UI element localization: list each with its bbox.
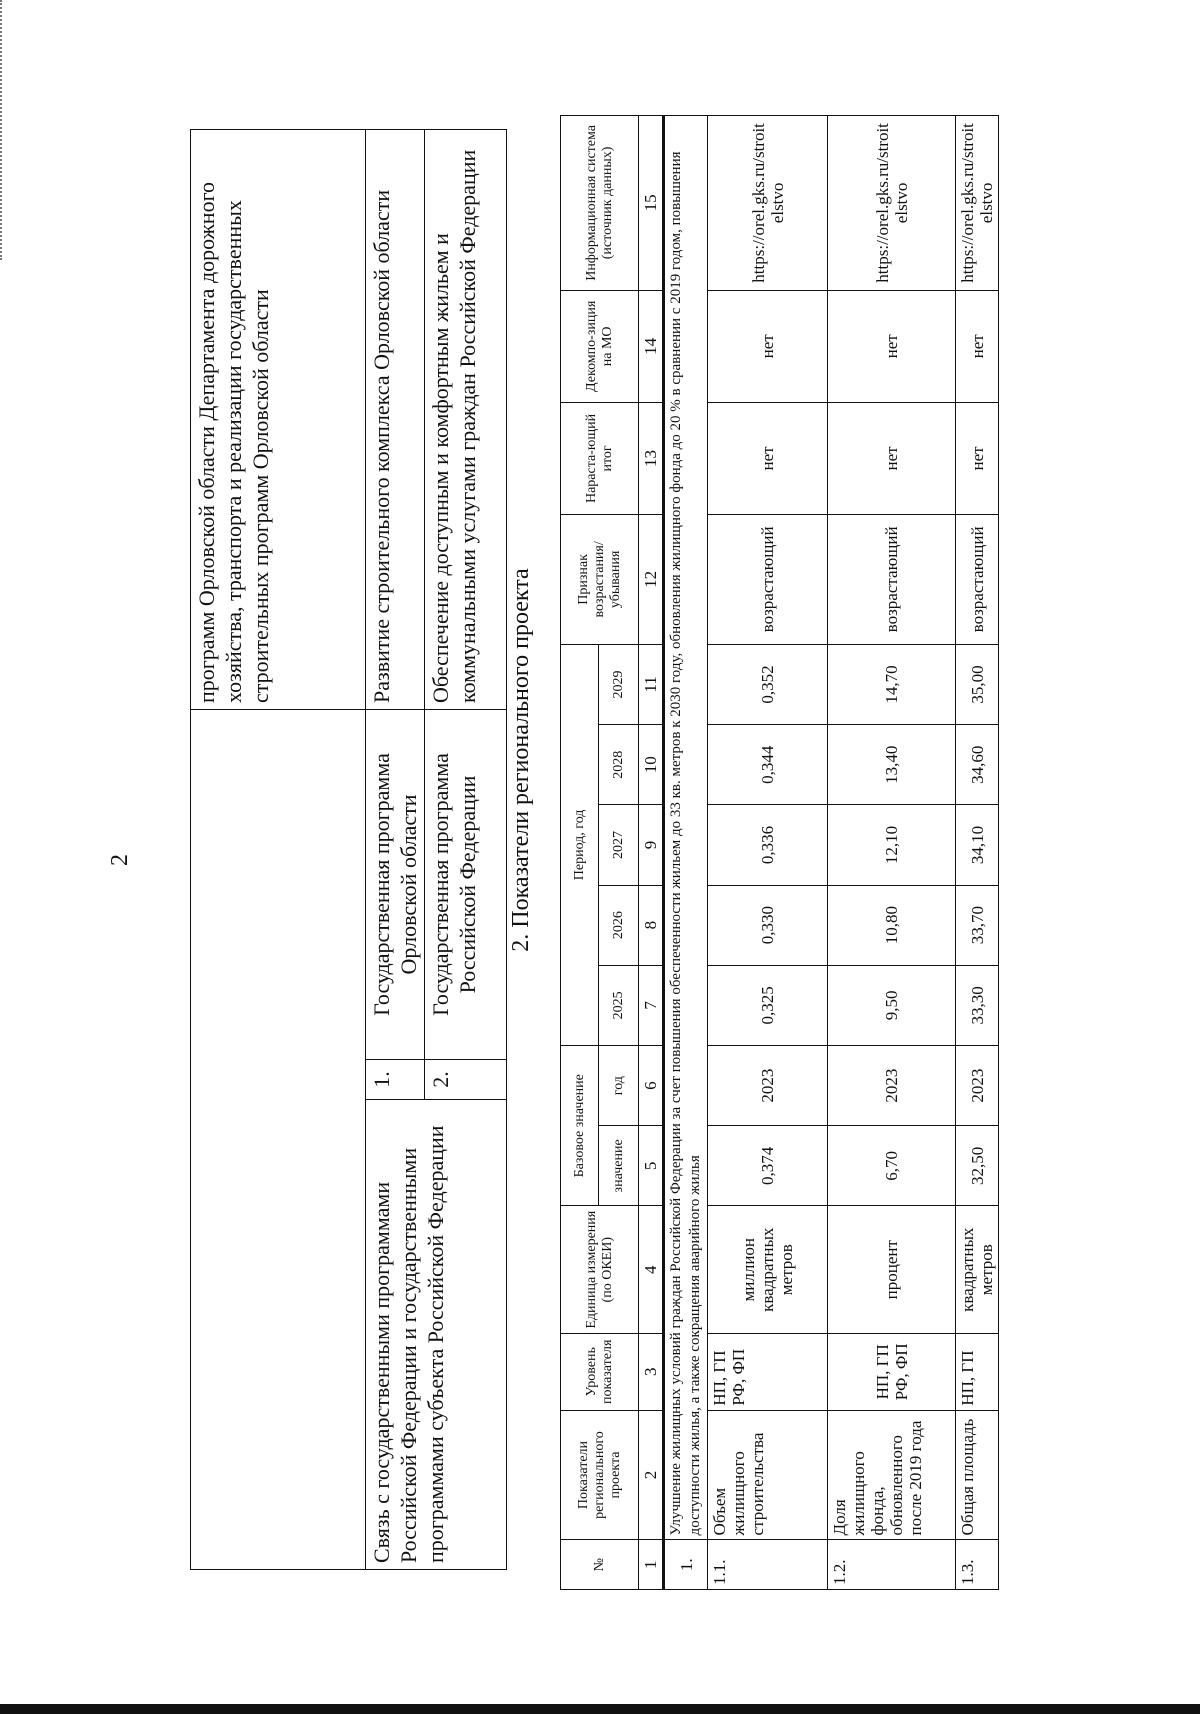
- empty-cell: [191, 709, 366, 1569]
- header-year: 2027: [599, 805, 639, 885]
- column-number: 10: [639, 725, 664, 805]
- column-number: 14: [639, 290, 664, 402]
- header-level: Уровень показателя: [561, 1333, 639, 1410]
- header-year: 2028: [599, 725, 639, 805]
- row-level: НП, ГП РФ, ФП: [708, 1333, 828, 1410]
- row-value: 0,344: [708, 725, 828, 805]
- row-sign: возрастающий: [828, 514, 956, 644]
- column-number: 1: [639, 1540, 664, 1590]
- row-level: НП, ГП: [956, 1333, 999, 1410]
- program-links-table: [190, 130, 507, 1570]
- scan-bottom-edge: [0, 1704, 1200, 1714]
- row-num: 1.1.: [708, 1540, 828, 1590]
- row-base-year: 2023: [828, 1046, 956, 1126]
- row-value: 34,10: [956, 805, 999, 885]
- row-unit: квадратных метров: [956, 1206, 999, 1333]
- row-value: 10,80: [828, 885, 956, 965]
- row-decomposition: нет: [708, 290, 828, 402]
- column-number: 6: [639, 1046, 664, 1126]
- program-name: Государственная программа Орловской области: [366, 709, 425, 1059]
- program-description: Развитие строительного комплекса Орловской области: [366, 129, 425, 709]
- column-number: 4: [639, 1206, 664, 1333]
- column-number: 9: [639, 805, 664, 885]
- scan-edge-mark: [0, 0, 10, 260]
- row-value: 0,336: [708, 805, 828, 885]
- row-num: 1.2.: [828, 1540, 956, 1590]
- column-number: 5: [639, 1126, 664, 1206]
- row-source: https://orel.gks.ru/stroitelstvo: [828, 116, 956, 291]
- header-cumulative: Нараста-ющий итог: [561, 402, 639, 514]
- row-sign: возрастающий: [708, 514, 828, 644]
- row-base-value: 32,50: [956, 1126, 999, 1206]
- column-number: 3: [639, 1333, 664, 1410]
- header-period: Период, год: [561, 644, 599, 1045]
- header-indicator: Показатели регионального проекта: [561, 1410, 639, 1540]
- row-indicator: Доля жилищного фонда, обновленного после 2019 года: [828, 1410, 956, 1540]
- column-number: 11: [639, 644, 664, 724]
- row-value: 9,50: [828, 965, 956, 1045]
- row-level: НП, ГП РФ, ФП: [828, 1333, 956, 1410]
- header-base-year: год: [599, 1046, 639, 1126]
- header-info-system: Информационная система (источник данных): [561, 116, 639, 291]
- program-links-label: Связь с государственными программами Российской Федерации и государственными программами субъекта Российской Федерации: [366, 1100, 507, 1570]
- row-indicator: Объем жилищного строительства: [708, 1410, 828, 1540]
- responsible-text: программ Орловской области Департамента дорожного хозяйства, транспорта и реализации государственных строительных программ Орловской области: [191, 129, 366, 709]
- row-unit: миллион квадратных метров: [708, 1206, 828, 1333]
- goal-text: Улучшение жилищных условий граждан Российской Федерации за счет повышения обеспеченности жильем до 33 кв. метров к 2030 году, обновления жилищного фонда до 20 % в сравнении с 2019 годом, повышения доступности жилья, а также сокращения аварийного жилья: [664, 116, 708, 1540]
- column-number: 7: [639, 965, 664, 1045]
- column-number: 8: [639, 885, 664, 965]
- row-source: https://orel.gks.ru/stroitelstvo: [708, 116, 828, 291]
- row-value: 13,40: [828, 725, 956, 805]
- column-number: 13: [639, 402, 664, 514]
- row-base-year: 2023: [708, 1046, 828, 1126]
- row-cumulative: нет: [956, 402, 999, 514]
- row-value: 34,60: [956, 725, 999, 805]
- row-unit: процент: [828, 1206, 956, 1333]
- row-base-year: 2023: [956, 1046, 999, 1126]
- header-base-value: значение: [599, 1126, 639, 1206]
- header-year: 2026: [599, 885, 639, 965]
- row-cumulative: нет: [708, 402, 828, 514]
- row-value: 0,352: [708, 644, 828, 724]
- row-num: 1.3.: [956, 1540, 999, 1590]
- row-base-value: 0,374: [708, 1126, 828, 1206]
- row-sign: возрастающий: [956, 514, 999, 644]
- row-value: 12,10: [828, 805, 956, 885]
- row-value: 35,00: [956, 644, 999, 724]
- row-value: 33,70: [956, 885, 999, 965]
- row-value: 0,325: [708, 965, 828, 1045]
- row-decomposition: нет: [828, 290, 956, 402]
- header-year: 2025: [599, 965, 639, 1045]
- program-number: 1.: [366, 1060, 425, 1100]
- section-title: 2. Показатели регионального проекта: [508, 568, 534, 952]
- header-sign: Признак возрастания/ убывания: [561, 514, 639, 644]
- row-value: 33,30: [956, 965, 999, 1045]
- header-unit: Единица измерения (по ОКЕИ): [561, 1206, 639, 1333]
- column-number: 2: [639, 1410, 664, 1540]
- header-base: Базовое значение: [561, 1046, 599, 1206]
- row-indicator: Общая площадь: [956, 1410, 999, 1540]
- row-decomposition: нет: [956, 290, 999, 402]
- column-number: 12: [639, 514, 664, 644]
- program-number: 2.: [425, 1060, 507, 1100]
- header-year: 2029: [599, 644, 639, 724]
- column-number: 15: [639, 116, 664, 291]
- goal-num: 1.: [664, 1540, 708, 1590]
- page-number: 2: [107, 854, 133, 866]
- row-cumulative: нет: [828, 402, 956, 514]
- program-description: Обеспечение доступным и комфортным жильем и коммунальными услугами граждан Российской Федерации: [425, 129, 507, 709]
- indicators-table: [560, 115, 999, 1590]
- row-source: https://orel.gks.ru/stroitelstvo: [956, 116, 999, 291]
- header-num: №: [561, 1540, 639, 1590]
- row-value: 14,70: [828, 644, 956, 724]
- header-decomposition: Декомпо-зиция на МО: [561, 290, 639, 402]
- program-name: Государственная программа Российской Федерации: [425, 709, 507, 1059]
- row-value: 0,330: [708, 885, 828, 965]
- row-base-value: 6,70: [828, 1126, 956, 1206]
